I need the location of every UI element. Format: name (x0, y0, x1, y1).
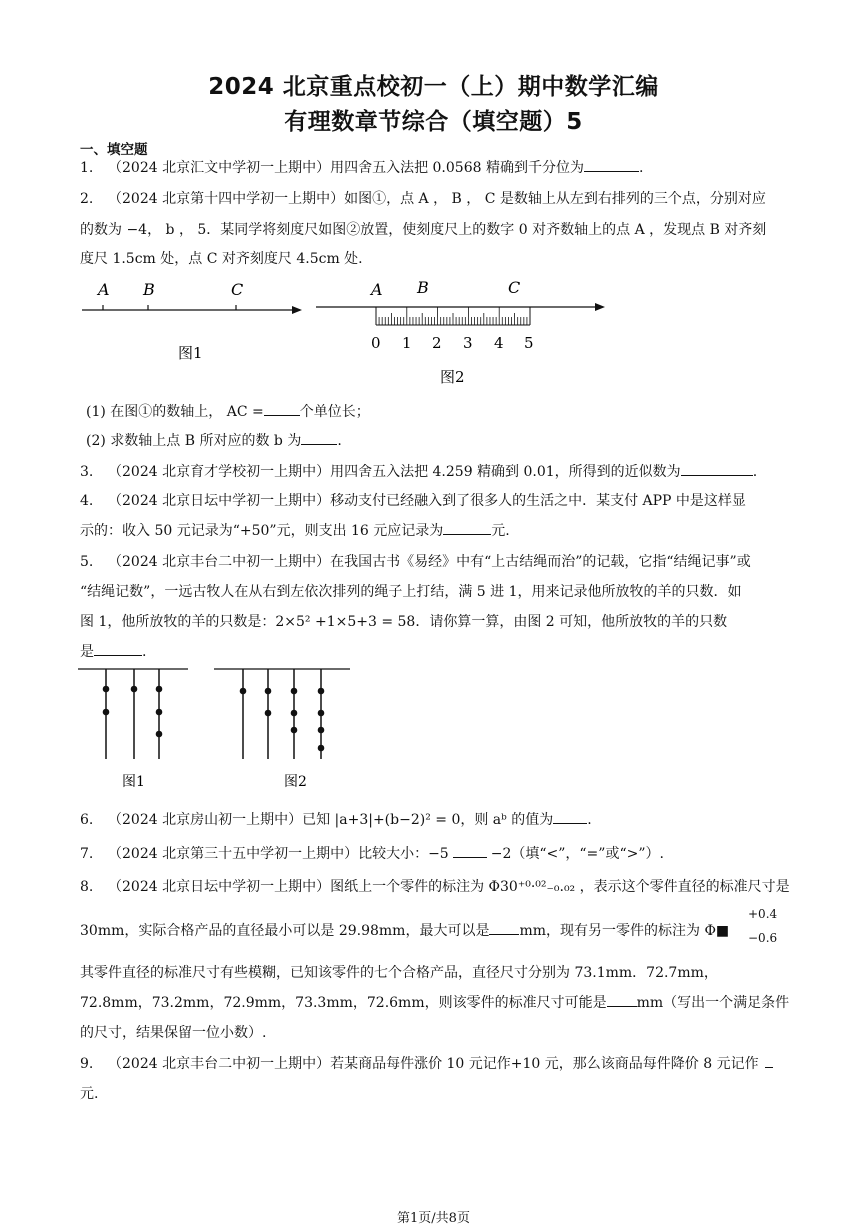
point-label-b: B (143, 280, 155, 299)
question-1 (80, 157, 643, 177)
answer-blank[interactable] (607, 994, 637, 1007)
question-text: 72.8mm，73.2mm，72.9mm，73.3mm，72.6mm，则该零件的标准尺寸可能是 (80, 995, 607, 1011)
answer-blank[interactable] (553, 811, 587, 824)
question-text: （2024 北京育才学校初一上期中）用四舍五入法把 4.259 精确到 0.01，所得到的近似数为 (108, 464, 681, 480)
answer-blank[interactable] (94, 643, 142, 656)
sub-question-text: (2) 求数轴上点 B 所对应的数 b 为 (86, 433, 302, 449)
question-text: （2024 北京丰台二中初一上期中）在我国古书《易经》中有“上古结绳而治”的记载，它指“结绳记事”或 (108, 554, 751, 570)
point-label-a: A (371, 280, 383, 299)
question-number: 5. (80, 554, 94, 570)
answer-blank[interactable] (453, 845, 487, 858)
point-label-c: C (508, 278, 521, 297)
question-2-line2: 的数为 −4， b ， 5．某同学将刻度尺如图②放置，使刻度尺上的数字 0 对齐数轴上的点 A ，发现点 B 对齐刻 (80, 222, 767, 238)
punct: . (587, 812, 592, 828)
ruler-number: 0 (371, 334, 381, 352)
question-4-line2 (80, 520, 510, 540)
question-number: 8. (80, 879, 94, 895)
question-number: 7. (80, 846, 94, 862)
figure-caption: 图1 (122, 774, 145, 790)
question-2-line3: 度尺 1.5cm 处，点 C 对齐刻度尺 4.5cm 处. (80, 251, 363, 267)
question-5-line2: “结绳记数”，一远古牧人在从右到左依次排列的绳子上打结，满 5 进 1，用来记录他所放牧的羊的只数．如 (80, 584, 742, 600)
question-number: 4. (80, 493, 94, 509)
question-8-line2 (80, 920, 729, 940)
question-text: −2（填“<”，“=”或“>”）. (490, 846, 664, 862)
page-title-line2: 有理数章节综合（填空题）5 (284, 109, 583, 135)
question-7 (80, 843, 664, 863)
question-text: （2024 北京第十四中学初一上期中）如图①，点 A ， B ， C 是数轴上从左到右排列的三个点，分别对应 (108, 191, 766, 207)
answer-blank[interactable] (489, 922, 519, 935)
figure-caption: 图2 (284, 774, 307, 790)
question-9-line2: 元. (80, 1086, 99, 1102)
question-2-sub2 (86, 430, 342, 450)
number-line-figure-1 (78, 275, 308, 370)
tolerance-upper: +0.4 (748, 907, 778, 921)
question-2-line1 (80, 188, 766, 208)
question-8-line5: 的尺寸，结果保留一位小数）. (80, 1025, 267, 1041)
tolerance-lower: −0.6 (748, 931, 778, 945)
point-label-b: B (417, 278, 429, 297)
answer-blank[interactable] (584, 159, 639, 172)
question-4-line1 (80, 490, 746, 510)
punct: . (752, 464, 758, 480)
question-6 (80, 809, 592, 829)
section-heading: 一、填空题 (80, 142, 148, 158)
question-text: mm（写出一个满足条件 (636, 995, 790, 1011)
punct: . (142, 644, 147, 660)
sub-question-text: (1) 在图①的数轴上， AC = (86, 404, 264, 420)
ruler-number: 3 (463, 334, 473, 352)
punct: . (337, 433, 342, 449)
point-label-c: C (231, 280, 244, 299)
answer-blank[interactable] (681, 463, 753, 476)
question-9-line1 (80, 1053, 773, 1073)
question-8-line1 (80, 876, 790, 896)
ruler-ticks (376, 307, 530, 325)
sub-question-text: 个单位长； (299, 404, 370, 420)
question-text: 元. (491, 523, 510, 539)
ruler-number: 1 (402, 334, 412, 352)
question-8-line3: 其零件直径的标准尺寸有些模糊，已知该零件的七个合格产品，直径尺寸分别为 73.1mm．72.7mm， (80, 965, 718, 981)
question-3 (80, 461, 757, 481)
number-line-ruler-figure-2 (312, 275, 612, 390)
question-text: 示的：收入 50 元记录为“+50”元，则支出 16 元应记录为 (80, 523, 444, 539)
page-title-line1: 2024 北京重点校初一（上）期中数学汇编 (208, 74, 659, 100)
answer-blank[interactable] (443, 522, 491, 535)
question-8-line4 (80, 992, 789, 1012)
punct: . (638, 160, 644, 176)
question-number: 3. (80, 464, 94, 480)
ruler-number: 4 (494, 334, 504, 352)
answer-blank[interactable] (264, 403, 300, 416)
page-footer: 第1页/共8页 (397, 1211, 470, 1226)
question-number: 6. (80, 812, 94, 828)
question-text: 30mm，实际合格产品的直径最小可以是 29.98mm，最大可以是 (80, 923, 490, 939)
question-2-sub1 (86, 401, 370, 421)
question-text: （2024 北京第三十五中学初一上期中）比较大小：−5 (108, 846, 449, 862)
answer-blank[interactable] (765, 1055, 773, 1068)
question-text: （2024 北京丰台二中初一上期中）若某商品每件涨价 10 元记作+10 元，那么该商品每件降价 8 元记作 (108, 1056, 759, 1072)
figure-caption: 图2 (440, 368, 465, 386)
point-label-a: A (98, 280, 110, 299)
question-text: （2024 北京日坛中学初一上期中）移动支付已经融入到了很多人的生活之中．某支付 APP 中是这样显 (108, 493, 746, 509)
ruler-number: 5 (524, 334, 534, 352)
question-text: mm，现有另一零件的标注为 Φ■ (519, 923, 730, 939)
question-number: 9. (80, 1056, 94, 1072)
question-text: （2024 北京房山初一上期中）已知 |a+3|+(b−2)² = 0，则 aᵇ 的值为 (108, 812, 554, 828)
question-text: （2024 北京日坛中学初一上期中）图纸上一个零件的标注为 Φ30⁺⁰·⁰²₋₀.₀₂ ，表示这个零件直径的标准尺寸是 (108, 879, 790, 895)
figure-caption: 图1 (178, 344, 203, 362)
question-number: 1. (80, 160, 94, 176)
answer-blank[interactable] (301, 432, 337, 445)
question-5-line1 (80, 551, 751, 571)
ruler-number: 2 (432, 334, 442, 352)
question-5-line3: 图 1，他所放牧的羊的只数是：2×5² +1×5+3 = 58．请你算一算，由图 2 可知，他所放牧的羊的只数 (80, 614, 728, 630)
question-5-line4 (80, 641, 146, 661)
knot-figures (78, 662, 378, 792)
question-number: 2. (80, 191, 94, 207)
question-text: 是 (80, 644, 94, 660)
question-text: （2024 北京汇文中学初一上期中）用四舍五入法把 0.0568 精确到千分位为 (108, 160, 584, 176)
